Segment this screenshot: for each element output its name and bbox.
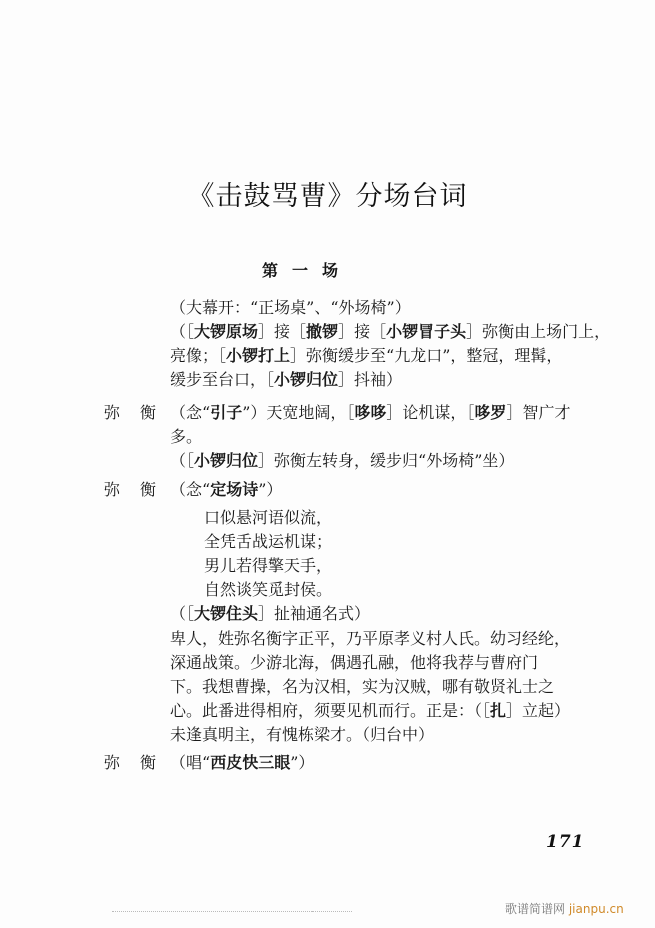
stage-direction <box>170 344 562 368</box>
stage-direction <box>170 320 610 344</box>
text-span: 多。 <box>170 427 203 446</box>
cue-term: 引子 <box>210 403 243 422</box>
watermark <box>505 900 624 917</box>
verse-line <box>204 506 332 530</box>
verse-line <box>204 554 332 578</box>
text-span: 心。此番进得相府，须要见机而行。正是：（［ <box>170 701 491 720</box>
text-span: ］扯袖通名式） <box>258 604 371 623</box>
text-span: ］智广才 <box>506 403 571 422</box>
text-span: ］立起） <box>506 701 571 720</box>
cue-term: 小锣归位 <box>274 370 339 389</box>
text-span: （［ <box>170 322 195 341</box>
text-span: 亮像；［ <box>170 346 227 365</box>
dialogue-line <box>170 651 538 675</box>
text-span: 缓步至台口，［ <box>170 370 275 389</box>
stage-direction <box>170 449 514 473</box>
text-span: 全凭舌战运机谋； <box>204 532 333 551</box>
dialogue-line <box>170 627 570 651</box>
cue-term: 小锣打上 <box>226 346 291 365</box>
stage-direction <box>170 296 411 320</box>
text-span: 口似悬河语似流， <box>204 508 333 527</box>
dialogue-line <box>170 723 434 747</box>
text-span: ］抖袖） <box>338 370 403 389</box>
page-number: 171 <box>546 832 585 852</box>
cue-term: 大锣住头 <box>194 604 259 623</box>
cue-term: 定场诗 <box>210 480 259 499</box>
text-span: ”） <box>258 480 283 499</box>
text-span: 自然谈笑觅封侯。 <box>204 580 333 599</box>
text-span: ”） <box>290 753 315 772</box>
text-span: 未逢真明主，有愧栋梁才。（归台中） <box>170 725 435 744</box>
stage-direction <box>170 602 370 626</box>
text-span: 男儿若得擎天手， <box>204 556 333 575</box>
speaker-label: 弥衡 <box>104 480 177 499</box>
speaker-label: 弥衡 <box>104 403 177 422</box>
text-span: ］接［ <box>338 322 387 341</box>
text-span: ”）天宽地阔，［ <box>242 403 355 422</box>
cue-term: 大锣原场 <box>194 322 259 341</box>
dialogue-line <box>170 425 202 449</box>
dialogue-line <box>170 675 554 699</box>
text-span: 卑人，姓弥名衡字正平，乃平原孝义村人氏。幼习经纶， <box>170 629 571 648</box>
speaker-label: 弥衡 <box>104 753 177 772</box>
verse-line <box>204 530 332 554</box>
text-span: ］论机谋，［ <box>386 403 475 422</box>
stage-direction <box>170 368 402 392</box>
verse-line <box>204 578 332 602</box>
text-span: （念“ <box>170 403 211 422</box>
text-span: （［ <box>170 451 195 470</box>
cue-term: 扎 <box>490 701 507 720</box>
text-span: 下。我想曹操，名为汉相，实为汉贼，哪有敬贤礼士之 <box>170 677 555 696</box>
scan-artifact <box>312 911 352 914</box>
text-span: ］弥衡由上场门上， <box>466 322 611 341</box>
dialogue-line <box>170 478 282 502</box>
text-span: （念“ <box>170 480 211 499</box>
cue-term: 哆哆 <box>354 403 387 422</box>
text-span: ］弥衡缓步至“九龙口”，整冠，理髯， <box>290 346 563 365</box>
dialogue-line <box>170 699 570 723</box>
watermark-cn: 歌谱简谱网 <box>505 902 566 916</box>
page-title: 《击鼓骂曹》分场台词 <box>187 181 468 212</box>
cue-term: 小锣归位 <box>194 451 259 470</box>
text-span: ］弥衡左转身，缓步归“外场椅”坐） <box>258 451 515 470</box>
text-span: （唱“ <box>170 753 211 772</box>
text-span: （［ <box>170 604 195 623</box>
scene-heading: 第一场 <box>262 261 353 280</box>
cue-term: 西皮快三眼 <box>210 753 291 772</box>
text-span: ］接［ <box>258 322 307 341</box>
dialogue-line <box>170 401 570 425</box>
cue-term: 小锣冒子头 <box>386 322 467 341</box>
text-span: （大幕开：“正场桌”、“外场椅”） <box>170 298 411 317</box>
cue-term: 哆罗 <box>474 403 507 422</box>
cue-term: 撤锣 <box>306 322 339 341</box>
watermark-en: jianpu.cn <box>568 902 624 916</box>
dialogue-line <box>170 751 314 775</box>
text-span: 深通战策。少游北海，偶遇孔融，他将我荐与曹府门 <box>170 653 539 672</box>
